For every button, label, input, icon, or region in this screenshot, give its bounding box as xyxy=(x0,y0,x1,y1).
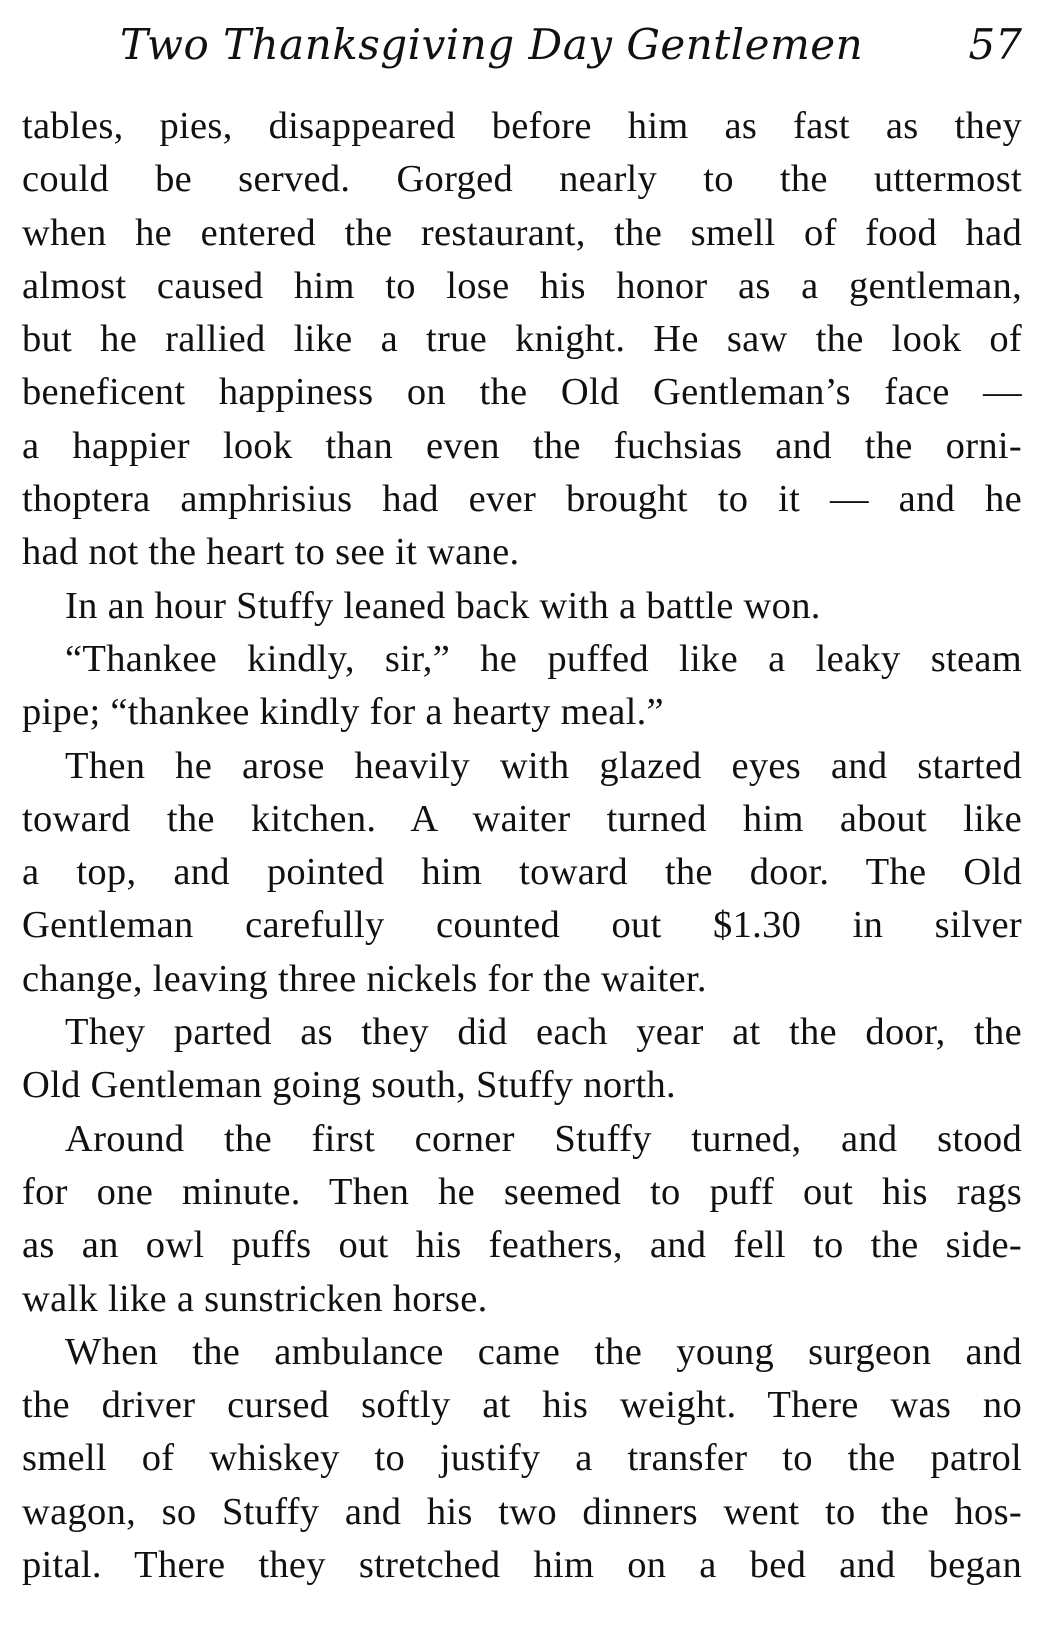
paragraph xyxy=(22,100,1022,580)
text-line: thoptera amphrisius had ever brought to it — and he xyxy=(22,478,1022,521)
text-line: the driver cursed softly at his weight. There was no xyxy=(22,1384,1022,1427)
body-text xyxy=(22,100,1022,1592)
paragraph xyxy=(22,633,1022,740)
page-number: 57 xyxy=(968,20,1022,69)
running-title: Two Thanksgiving Day Gentlemen xyxy=(120,20,864,69)
text-line: wagon, so Stuffy and his two dinners went to the hos- xyxy=(22,1490,1022,1533)
text-line: pital. There they stretched him on a bed and began xyxy=(22,1544,1022,1587)
paragraph xyxy=(22,1006,1022,1113)
text-line: for one minute. Then he seemed to puff out his rags xyxy=(22,1170,1022,1213)
text-line: when he entered the restaurant, the smell of food had xyxy=(22,211,1022,254)
text-line: Gentleman carefully counted out $1.30 in silver xyxy=(22,904,1022,947)
text-line: but he rallied like a true knight. He saw the look of xyxy=(22,318,1022,361)
paragraph xyxy=(22,580,1022,633)
text-line: a top, and pointed him toward the door. The Old xyxy=(22,851,1022,894)
text-line: change, leaving three nickels for the waiter. xyxy=(22,957,707,1000)
paragraph xyxy=(22,1326,1022,1592)
paragraph xyxy=(22,740,1022,1006)
text-line: toward the kitchen. A waiter turned him about like xyxy=(22,797,1022,840)
text-line: Then he arose heavily with glazed eyes and started xyxy=(65,744,1022,787)
text-line: They parted as they did each year at the door, the xyxy=(65,1011,1022,1054)
text-line: smell of whiskey to justify a transfer to the patrol xyxy=(22,1437,1022,1480)
text-line: beneficent happiness on the Old Gentleman’s face — xyxy=(22,371,1022,414)
text-line: could be served. Gorged nearly to the uttermost xyxy=(22,158,1022,201)
text-line: When the ambulance came the young surgeon and xyxy=(65,1330,1022,1373)
text-line: a happier look than even the fuchsias and the orni- xyxy=(22,424,1022,467)
text-line: walk like a sunstricken horse. xyxy=(22,1277,488,1320)
paragraph xyxy=(22,1113,1022,1326)
text-line: as an owl puffs out his feathers, and fell to the side- xyxy=(22,1224,1022,1267)
text-line: Old Gentleman going south, Stuffy north. xyxy=(22,1064,676,1107)
text-line: pipe; “thankee kindly for a hearty meal.” xyxy=(22,691,664,734)
book-page xyxy=(22,14,1022,1634)
running-head xyxy=(22,14,1022,84)
text-line: In an hour Stuffy leaned back with a battle won. xyxy=(65,584,821,627)
text-line: Around the first corner Stuffy turned, and stood xyxy=(65,1117,1022,1160)
text-line: almost caused him to lose his honor as a gentleman, xyxy=(22,264,1022,307)
text-line: had not the heart to see it wane. xyxy=(22,531,520,574)
text-line: “Thankee kindly, sir,” he puffed like a leaky steam xyxy=(65,637,1022,680)
text-line: tables, pies, disappeared before him as fast as they xyxy=(22,105,1022,147)
